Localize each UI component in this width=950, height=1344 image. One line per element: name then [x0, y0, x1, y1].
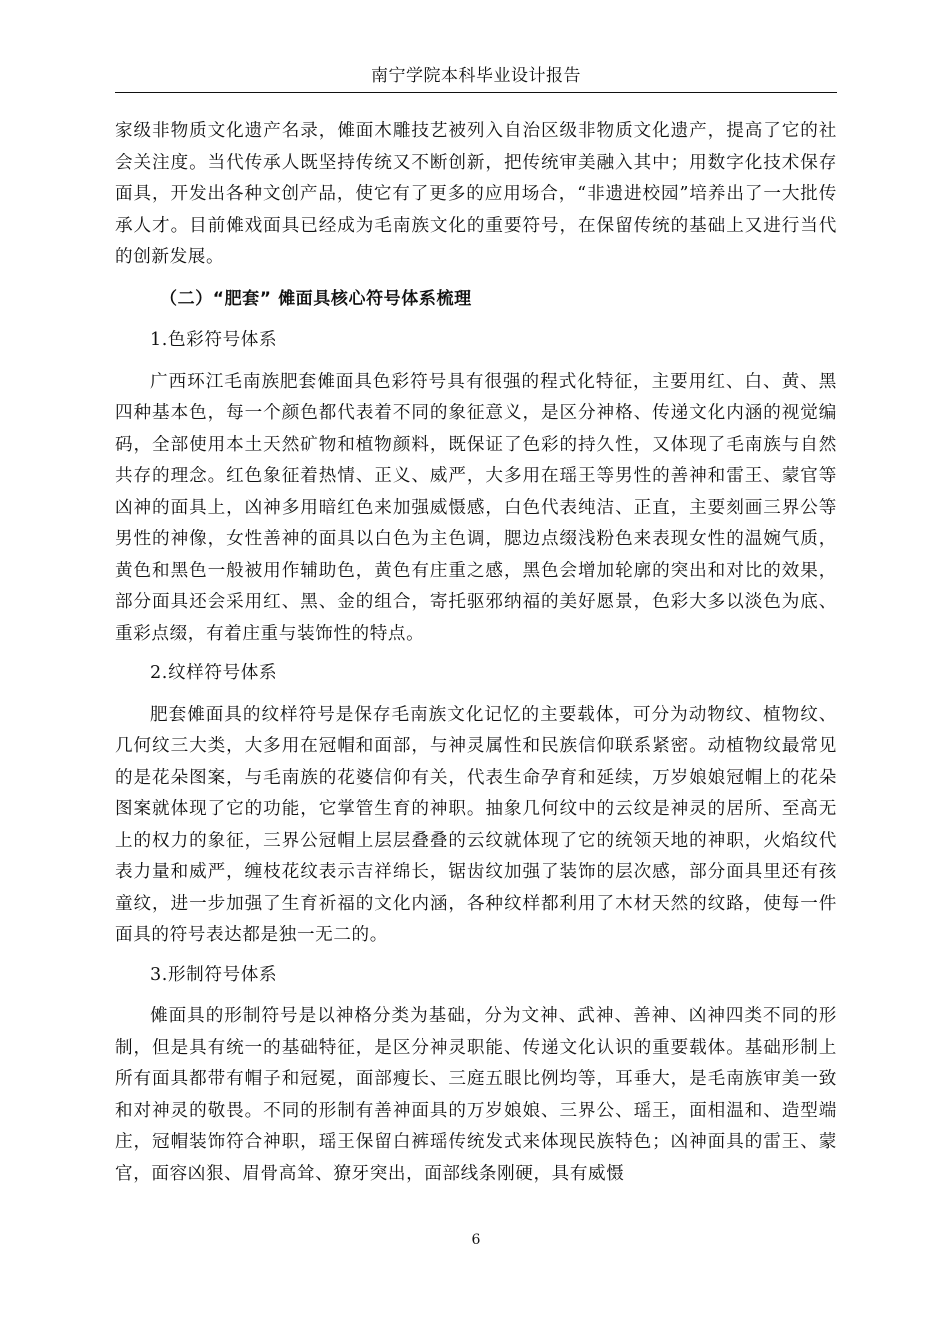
page-number: 6: [471, 1232, 481, 1248]
body-text: [115, 116, 837, 1190]
paragraph-color: 广西环江毛南族肥套傩面具色彩符号具有很强的程式化特征，主要用红、白、黄、黑四种基本色，每一个颜色都代表着不同的象征意义，是区分神格、传递文化内涵的视觉编码，全部使用本土天然矿物和植物颜料，既保证了色彩的持久性，又体现了毛南族与自然共存的理念。红色象征着热情、正义、威严，大多用在瑶王等男性的善神和雷王、蒙官等凶神的面具上，凶神多用暗红色来加强威慑感，白色代表纯洁、正直，主要刻画三界公等男性的神像，女性善神的面具以白色为主色调，腮边点缀浅粉色来表现女性的温婉气质，黄色和黑色一般被用作辅助色，黄色有庄重之感，黑色会增加轮廓的突出和对比的效果，部分面具还会采用红、黑、金的组合，寄托驱邪纳福的美好愿景，色彩大多以淡色为底、重彩点缀，有着庄重与装饰性的特点。: [115, 371, 837, 644]
subsection-heading-pattern: 2.纹样符号体系: [150, 663, 278, 683]
intro-paragraph: 家级非物质文化遗产名录，傩面木雕技艺被列入自治区级非物质文化遗产，提高了它的社会关注度。当代传承人既坚持传统又不断创新，把传统审美融入其中；用数字化技术保存面具，开发出各种文创产品，使它有了更多的应用场合，“非遗进校园”培养出了一大批传承人才。目前傩戏面具已经成为毛南族文化的重要符号，在保留传统的基础上又进行当代的创新发展。: [115, 121, 837, 267]
subsection-heading-form: 3.形制符号体系: [150, 964, 278, 985]
paragraph-form: 傩面具的形制符号是以神格分类为基础，分为文神、武神、善神、凶神四类不同的形制，但是具有统一的基础特征，是区分神灵职能、传递文化认识的重要载体。基础形制上所有面具都带有帽子和冠冕，面部瘦长、三庭五眼比例均等，耳垂大，是毛南族审美一致和对神灵的敬畏。不同的形制有善神面具的万岁娘娘、三界公、瑶王，面相温和、造型端庄，冠帽装饰符合神职，瑶王保留白裤瑶传统发式来体现民族特色；凶神面具的雷王、蒙官，面容凶狠、眉骨高耸、獠牙突出，面部线条刚硬，具有威慑: [115, 1006, 837, 1184]
running-header: 南宁学院本科毕业设计报告: [371, 66, 581, 86]
section-heading: （二）“肥套” 傩面具核心符号体系梳理: [160, 288, 472, 309]
subsection-heading-color: 1.色彩符号体系: [150, 330, 278, 350]
paragraph-pattern: 肥套傩面具的纹样符号是保存毛南族文化记忆的主要载体，可分为动物纹、植物纹、几何纹三大类，大多用在冠帽和面部，与神灵属性和民族信仰联系紧密。动植物纹最常见的是花朵图案，与毛南族的花婆信仰有关，代表生命孕育和延续，万岁娘娘冠帽上的花朵图案就体现了它的功能，它掌管生育的神职。抽象几何纹中的云纹是神灵的居所、至高无上的权力的象征，三界公冠帽上层层叠叠的云纹就体现了它的统领天地的神职，火焰纹代表力量和威严，缠枝花纹表示吉祥绵长，锯齿纹加强了装饰的层次感，部分面具里还有孩童纹，进一步加强了生育祈福的文化内涵，各种纹样都利用了木材天然的纹路，使每一件面具的符号表达都是独一无二的。: [115, 704, 837, 945]
header-divider: [115, 92, 837, 93]
document-page: [115, 0, 837, 1344]
